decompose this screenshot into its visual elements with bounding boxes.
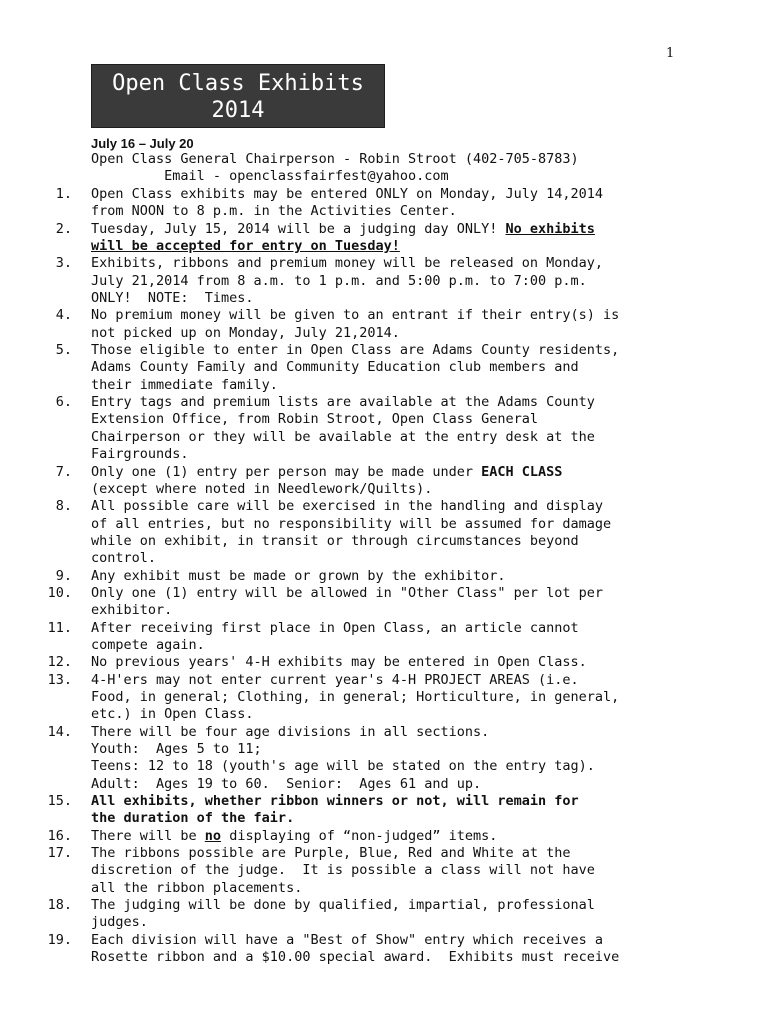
rule-text: Entry tags and premium lists are available at the Adams County <box>91 394 595 411</box>
rule-text-line <box>91 828 619 845</box>
rule-item <box>0 342 619 394</box>
rule-text: (except where noted in Needlework/Quilts). <box>91 480 433 497</box>
rule-text: Rosette ribbon and a $10.00 special award. Exhibits must receive <box>91 949 620 966</box>
rule-text: Only one (1) entry per person may be made under <box>91 463 482 480</box>
rule-text-line <box>91 706 619 723</box>
rule-text-line <box>91 498 619 515</box>
rule-item <box>0 654 619 671</box>
rule-number: 17. <box>47 845 72 862</box>
rule-item <box>0 724 619 793</box>
rule-item <box>0 255 619 307</box>
title-line-2: 2014 <box>211 98 265 123</box>
rule-item <box>0 394 619 463</box>
rule-text-line <box>91 238 619 255</box>
rule-item <box>0 568 619 585</box>
rule-text-line <box>91 377 619 394</box>
rule-text-line <box>91 394 619 411</box>
rule-text-line <box>91 325 619 342</box>
rule-number: 7. <box>55 463 72 480</box>
rule-text-line <box>91 359 619 376</box>
rule-text-line <box>91 637 619 654</box>
rule-text: Extension Office, from Robin Stroot, Open Class General <box>91 411 539 428</box>
rule-text: Youth: Ages 5 to 11; <box>91 741 262 757</box>
rule-text-line <box>91 932 619 949</box>
rule-number: 1. <box>55 186 72 202</box>
rule-text-line <box>91 568 619 585</box>
rule-number: 16. <box>47 827 72 844</box>
rule-text: exhibitor. <box>91 602 173 619</box>
event-dates: July 16 – July 20 <box>91 136 194 151</box>
rule-text: Each division will have a "Best of Show" entry which receives a <box>91 931 604 948</box>
rule-item <box>0 672 619 724</box>
rule-text-line <box>91 203 619 220</box>
rule-number: 18. <box>47 897 72 914</box>
rule-text: will be accepted for entry on Tuesday! <box>91 238 400 255</box>
rule-number: 14. <box>47 723 72 740</box>
rule-item <box>0 932 619 967</box>
rule-number: 2. <box>55 220 72 237</box>
rule-item <box>0 307 619 342</box>
rule-number: 15. <box>47 793 72 810</box>
rule-text: displaying of “non-judged” items. <box>221 827 498 844</box>
rule-item <box>0 186 619 221</box>
rule-text-line <box>91 897 619 914</box>
rule-text: Food, in general; Clothing, in general; Horticulture, in general, <box>91 688 620 705</box>
rule-text: Open Class exhibits may be entered ONLY on Monday, July 14,2014 <box>91 186 604 202</box>
rule-item <box>0 464 619 499</box>
rule-text-line <box>91 290 619 307</box>
rule-item <box>0 897 619 932</box>
rule-text-line <box>91 411 619 428</box>
rule-text-line <box>91 550 619 567</box>
rule-number: 6. <box>55 394 72 411</box>
rule-text-line <box>91 221 619 238</box>
rule-text: Those eligible to enter in Open Class are Adams County residents, <box>91 342 620 359</box>
rule-text: Fairgrounds. <box>91 446 189 463</box>
rule-number: 10. <box>47 584 72 601</box>
rule-text-line <box>91 741 619 758</box>
rules-list <box>0 186 619 966</box>
rule-text: After receiving first place in Open Class, an article cannot <box>91 619 579 636</box>
rule-text-line <box>91 793 619 810</box>
rule-text: There will be <box>91 827 205 844</box>
rule-text-line <box>91 758 619 775</box>
rule-number: 9. <box>55 567 72 584</box>
rule-item <box>0 498 619 567</box>
rule-text: The judging will be done by qualified, impartial, professional <box>91 897 595 914</box>
rule-text-line <box>91 585 619 602</box>
rule-text-line <box>91 446 619 463</box>
rule-text: Adult: Ages 19 to 60. Senior: Ages 61 and up. <box>91 775 482 792</box>
rule-text-line <box>91 516 619 533</box>
rule-text-line <box>91 429 619 446</box>
rule-text: Chairperson or they will be available at the entry desk at the <box>91 428 595 445</box>
rule-text-line <box>91 342 619 359</box>
rule-text: compete again. <box>91 636 205 653</box>
rule-text-line <box>91 689 619 706</box>
rule-text-line <box>91 533 619 550</box>
rule-item <box>0 828 619 845</box>
rule-text-line <box>91 949 619 966</box>
rule-text-line <box>91 620 619 637</box>
rule-text-line <box>91 810 619 827</box>
rule-text: EACH CLASS <box>481 463 563 480</box>
rule-item <box>0 221 619 256</box>
rule-text: There will be four age divisions in all sections. <box>91 723 490 740</box>
rule-text-line <box>91 307 619 324</box>
rule-item <box>0 585 619 620</box>
rule-text: No premium money will be given to an entrant if their entry(s) is <box>91 307 620 324</box>
rule-number: 8. <box>55 498 72 515</box>
rule-text: from NOON to 8 p.m. in the Activities Center. <box>91 203 457 220</box>
rule-text: of all entries, but no responsibility will be assumed for damage <box>91 515 612 532</box>
rule-text-line <box>91 481 619 498</box>
rule-text-line <box>91 776 619 793</box>
rule-item <box>0 845 619 897</box>
rule-text-line <box>91 862 619 879</box>
rule-text-line <box>91 880 619 897</box>
rule-text: no <box>204 827 222 844</box>
rule-text-line <box>91 464 619 481</box>
rule-text: No exhibits <box>505 220 595 237</box>
title-banner <box>91 64 385 128</box>
rule-item <box>0 620 619 655</box>
rule-text: while on exhibit, in transit or through circumstances beyond <box>91 532 579 549</box>
rule-number: 12. <box>47 654 72 671</box>
rule-text: discretion of the judge. It is possible a class will not have <box>91 862 595 879</box>
rule-text-line <box>91 602 619 619</box>
rule-number: 11. <box>47 619 72 636</box>
page-number: 1 <box>666 46 675 61</box>
rule-text: Tuesday, July 15, 2014 will be a judging day ONLY! <box>91 220 506 237</box>
rule-item <box>0 793 619 828</box>
rule-text-line <box>91 845 619 862</box>
rule-text: Any exhibit must be made or grown by the exhibitor. <box>91 567 506 584</box>
rule-text: All exhibits, whether ribbon winners or not, will remain for <box>91 793 579 810</box>
rule-text-line <box>91 724 619 741</box>
rule-number: 19. <box>47 931 72 948</box>
rule-number: 5. <box>55 342 72 359</box>
rule-text: Only one (1) entry will be allowed in "Other Class" per lot per <box>91 584 604 601</box>
rule-number: 13. <box>47 671 72 688</box>
rule-text: The ribbons possible are Purple, Blue, Red and White at the <box>91 845 571 862</box>
email-line: Email - openclassfairfest@yahoo.com <box>91 168 449 184</box>
rule-text: Adams County Family and Community Education club members and <box>91 359 579 376</box>
rule-text-line <box>91 672 619 689</box>
rule-text: Teens: 12 to 18 (youth's age will be stated on the entry tag). <box>91 758 595 775</box>
rule-text-line <box>91 654 619 671</box>
rule-text: not picked up on Monday, July 21,2014. <box>91 324 400 341</box>
rule-text: Exhibits, ribbons and premium money will be released on Monday, <box>91 255 604 272</box>
rule-text: No previous years' 4-H exhibits may be entered in Open Class. <box>91 654 587 671</box>
rule-text-line <box>91 255 619 272</box>
rule-text-line <box>91 273 619 290</box>
rule-text: judges. <box>91 914 148 931</box>
rule-text-line <box>91 186 619 203</box>
rule-text-line <box>91 914 619 931</box>
rule-text: the duration of the fair. <box>91 810 295 827</box>
rule-text: ONLY! NOTE: Times. <box>91 290 254 307</box>
rule-text: 4-H'ers may not enter current year's 4-H PROJECT AREAS (i.e. <box>91 671 579 688</box>
rule-text: their immediate family. <box>91 376 278 393</box>
rule-text: etc.) in Open Class. <box>91 706 254 723</box>
rule-number: 4. <box>55 307 72 324</box>
chairperson-line: Open Class General Chairperson - Robin Stroot (402-705-8783) <box>91 151 579 167</box>
title-line-1: Open Class Exhibits <box>112 71 364 96</box>
rule-text: all the ribbon placements. <box>91 879 303 896</box>
rule-number: 3. <box>55 255 72 272</box>
rule-text: July 21,2014 from 8 a.m. to 1 p.m. and 5:00 p.m. to 7:00 p.m. <box>91 272 587 289</box>
rule-text: control. <box>91 550 157 567</box>
rule-text: All possible care will be exercised in the handling and display <box>91 498 604 515</box>
